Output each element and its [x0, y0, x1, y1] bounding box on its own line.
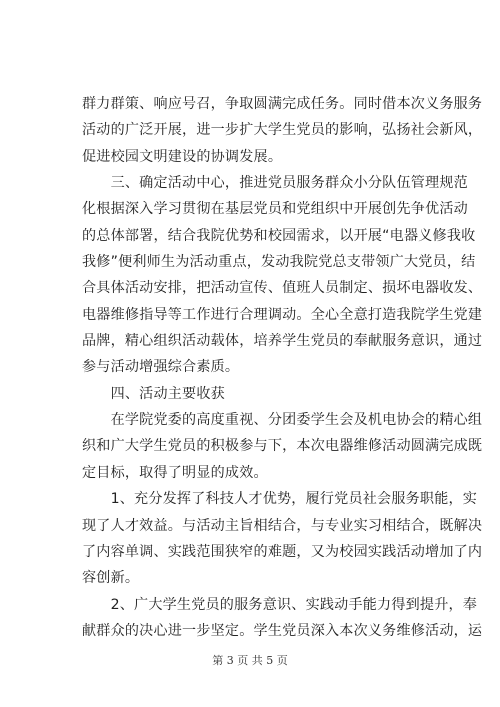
- text-line: 群力群策、响应号召，争取圆满完成任务。同时借本次义务服务: [82, 96, 483, 112]
- text-line: 三、确定活动中心，推进党员服务群众小分队伍管理规范: [82, 175, 468, 192]
- text-line: 四、活动主要收获: [82, 385, 225, 402]
- text-line: 在学院党委的高度重视、分团委学生会及机电协会的精心组: [82, 412, 483, 429]
- text-line: 化根据深入学习贯彻在基层党员和党组织中开展创先争优活动: [82, 201, 468, 218]
- document-body: [82, 91, 483, 644]
- paragraph: [82, 486, 483, 591]
- text-line: 参与活动增强综合素质。: [82, 359, 240, 376]
- text-line: 织和广大学生党员的积极参与下，本次电器维修活动圆满完成既: [82, 438, 483, 455]
- text-line: 1、充分发挥了科技人才优势，履行党员社会服务职能，实: [82, 491, 478, 508]
- text-line: 我修”便利师生为活动重点，发动我院党总支带领广大党员，结: [82, 254, 476, 271]
- paragraph: [82, 91, 483, 170]
- text-line: 2、广大学生党员的服务意识、实践动手能力得到提升，奉: [82, 596, 478, 613]
- text-line: 现了人才效益。与活动主旨相结合，与专业实习相结合，既解决: [82, 517, 483, 534]
- text-line: 活动的广泛开展，进一步扩大学生党员的影响，弘扬社会新风，: [82, 122, 483, 139]
- text-line: 容创新。: [82, 570, 140, 587]
- page-footer: 第 3 页 共 5 页: [212, 654, 288, 667]
- text-line: 品牌，精心组织活动载体，培养学生党员的奉献服务意识，通过: [82, 333, 483, 350]
- text-line: 定目标，取得了明显的成效。: [82, 464, 268, 481]
- text-line: 了内容单调、实践范围狭窄的难题，又为校园实践活动增加了内: [82, 543, 483, 560]
- text-line: 献群众的决心进一步坚定。学生党员深入本次义务维修活动，运: [82, 622, 483, 639]
- paragraph: [82, 170, 483, 381]
- paragraph: [82, 592, 483, 645]
- paragraph: [82, 407, 483, 486]
- text-line: 合具体活动安排，把活动宣传、值班人员制定、损坏电器收发、: [82, 280, 483, 297]
- text-line: 促进校园文明建设的协调发展。: [82, 148, 283, 165]
- text-line: 的总体部署，结合我院优势和校园需求，以开展“电器义修我收: [82, 227, 476, 244]
- paragraph: [82, 381, 432, 407]
- text-line: 电器维修指导等工作进行合理调动。全心全意打造我院学生党建: [82, 306, 483, 323]
